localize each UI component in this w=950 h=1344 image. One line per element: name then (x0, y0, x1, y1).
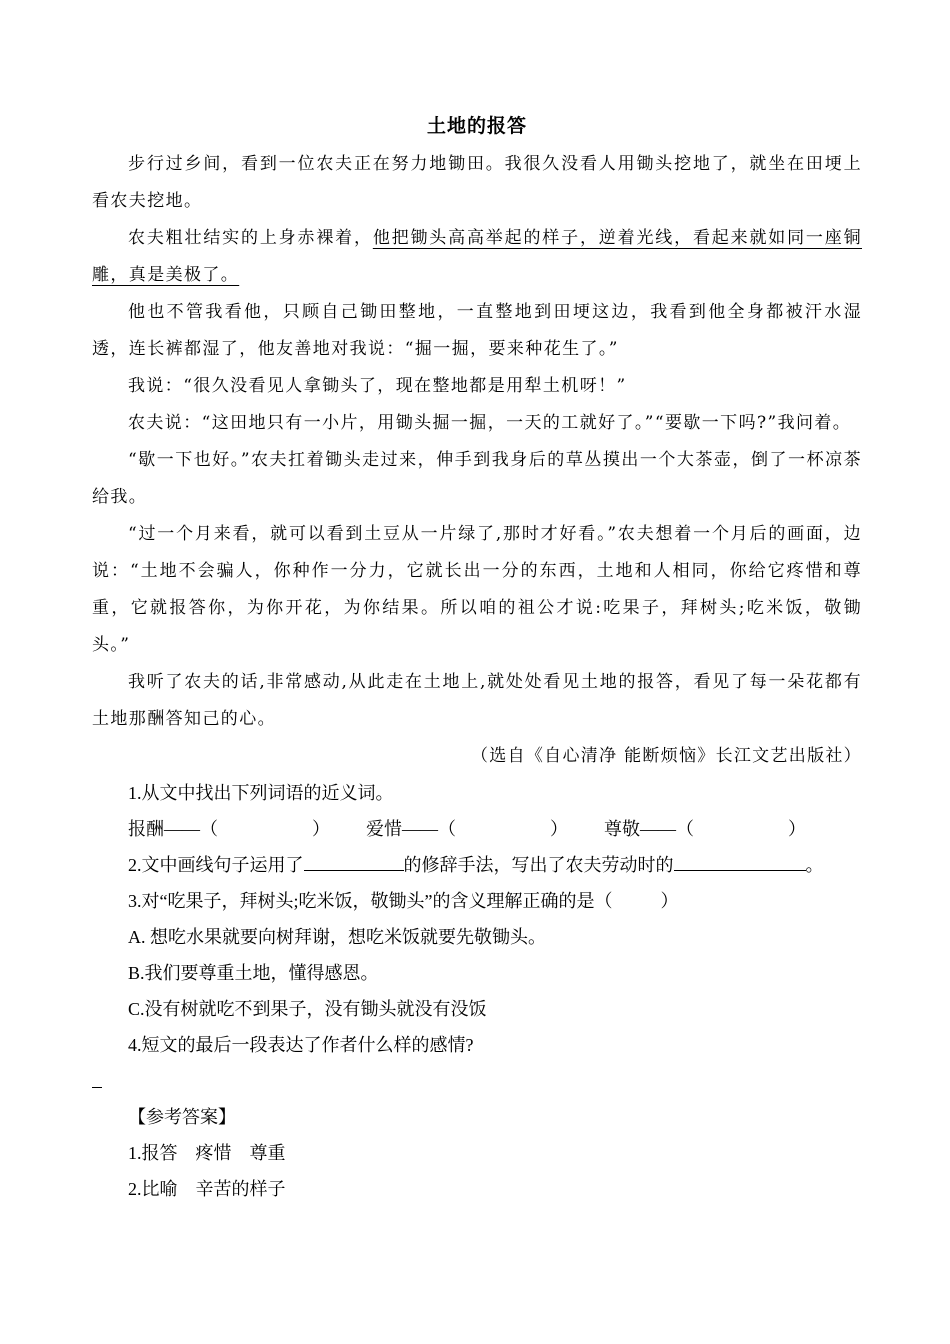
answer-text: 辛苦的样子 (195, 1179, 286, 1199)
paragraph-2 (92, 220, 862, 294)
question-2-part-a: 2.文中画线句子运用了 (128, 855, 304, 875)
short-underline (92, 1087, 102, 1088)
paragraph-4: 我说：“很久没看见人拿锄头了，现在整地都是用犁土机呀！” (128, 376, 627, 396)
answers-heading: 【参考答案】 (128, 1107, 236, 1127)
answer-space (456, 811, 550, 847)
answer-line (92, 1063, 862, 1099)
article-title: 土地的报答 (426, 115, 527, 137)
paragraph-1: 步行过乡间，看到一位农夫正在努力地锄田。我很久没看人用锄头挖地了，就坐在田埂上看农夫挖地。 (92, 154, 862, 211)
answer-2 (92, 1171, 862, 1207)
answer-space (218, 811, 312, 847)
question-1: 1.从文中找出下列词语的近义词。 (128, 783, 394, 803)
answer-text: 尊重 (249, 1143, 286, 1163)
answer-space (694, 811, 788, 847)
paragraph-6: “歇一下也好。”农夫扛着锄头走过来，伸手到我身后的草丛摸出一个大茶壶，倒了一杯凉茶给我。 (92, 450, 862, 507)
question-2-part-c: 。 (805, 855, 824, 875)
synonym-close: ） (788, 819, 806, 839)
question-4: 4.短文的最后一段表达了作者什么样的感情? (128, 1035, 474, 1055)
synonym-word: 报酬——（ (128, 819, 218, 839)
paragraph-5: 农夫说：“这田地只有一小片，用锄头掘一掘，一天的工就好了。”“要歇一下吗?”我问着。 (128, 413, 852, 433)
paragraph-3: 他也不管我看他，只顾自己锄田整地，一直整地到田埂这边，我看到他全身都被汗水湿透，连长裤都湿了，他友善地对我说：“掘一掘，要来种花生了。” (92, 302, 862, 359)
answer-text: 1.报答 (128, 1143, 178, 1163)
underlined-sentence: 他把锄头高高举起的样子，逆着光线，看起来就如同一座铜雕，真是美极了。 (92, 228, 862, 285)
option-c: C.没有树就吃不到果子，没有锄头就没有没饭 (128, 999, 487, 1019)
answer-text: 疼惜 (195, 1143, 232, 1163)
synonym-word: 爱惜——（ (366, 819, 456, 839)
question-3-text: 3.对“吃果子，拜树头;吃米饭，敬锄头”的含义理解正确的是（ (128, 891, 613, 911)
fill-blank-2 (674, 848, 806, 871)
synonym-item (604, 811, 806, 847)
answer-text: 2.比喻 (128, 1179, 178, 1199)
paragraph-8: 我听了农夫的话,非常感动,从此走在土地上,就处处看见土地的报答，看见了每一朵花都有土地那酬答知己的心。 (92, 672, 862, 729)
synonym-word: 尊敬——（ (604, 819, 694, 839)
paragraph-2-plain: 农夫粗壮结实的上身赤裸着， (128, 228, 373, 248)
option-a: A. 想吃水果就要向树拜谢，想吃米饭就要先敬锄头。 (128, 927, 546, 947)
paragraph-7: “过一个月来看，就可以看到土豆从一片绿了,那时才好看。”农夫想着一个月后的画面，边说：“土地不会骗人，你种作一分力，它就长出一分的东西，土地和人相同，你给它疼惜和尊重，它就报答你，为你开花，为你结果。所以咱的祖公才说:吃果子，拜树头;吃米饭，敬锄头。” (92, 524, 862, 655)
answer-1 (92, 1135, 862, 1171)
option-b: B.我们要尊重土地，懂得感恩。 (128, 963, 379, 983)
synonym-close: ） (550, 819, 568, 839)
synonym-row (92, 811, 862, 847)
question-2-part-b: 的修辞手法，写出了农夫劳动时的 (403, 855, 674, 875)
document-page (92, 108, 862, 1207)
question-3-close: ） (660, 891, 679, 911)
question-3 (92, 883, 862, 919)
synonym-item (366, 811, 568, 847)
fill-blank-1 (304, 848, 404, 871)
question-2 (92, 847, 862, 883)
synonym-item (128, 811, 330, 847)
source-citation: （选自《自心清净 能断烦恼》长江文艺出版社） (470, 746, 862, 766)
synonym-close: ） (312, 819, 330, 839)
